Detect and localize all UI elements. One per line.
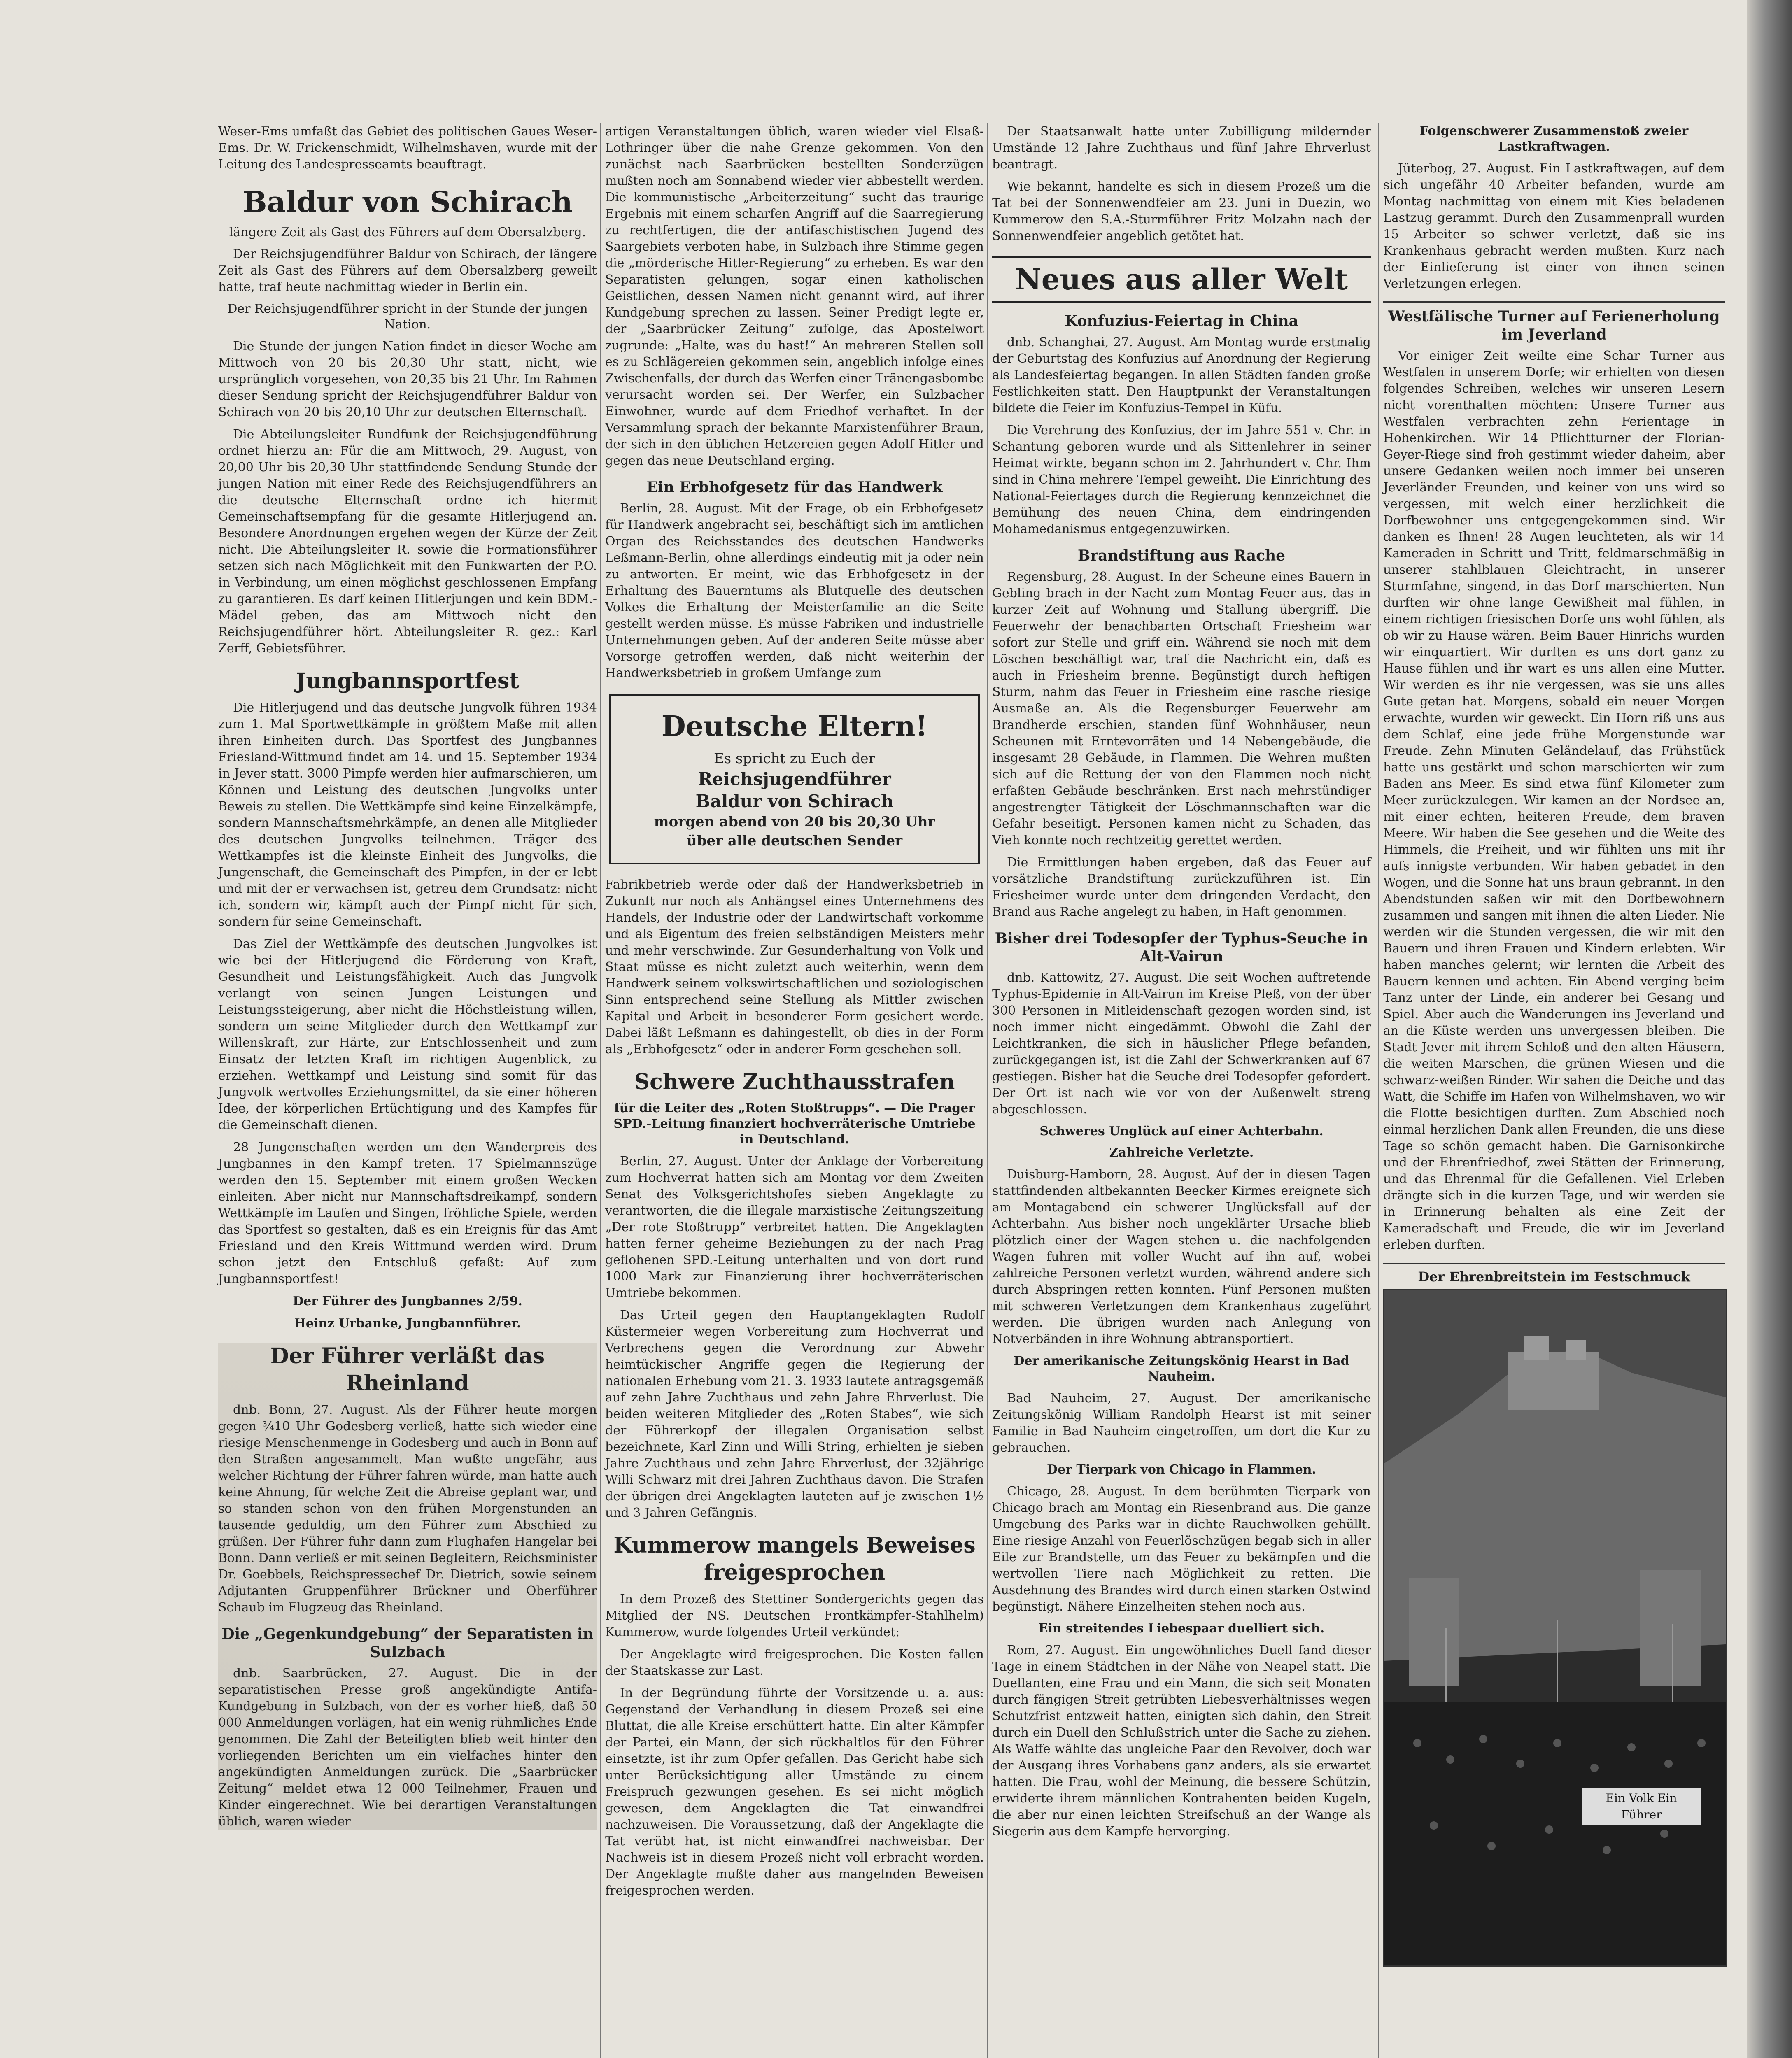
article-paragraph: Das Ziel der Wettkämpfe des deutschen Jungvolkes ist wie bei der Hitlerjugend die Förderung von Kraft, Gesundheit und Leistungsfähigkeit. Auch das Jungvolk verlangt von seinen Jungen Leistungen und Leistungssteigerung, aber nicht die Höchstleistung willen, sondern um seine Mitglieder durch den Wettkampf zur Willenskraft, zur Härte, zur Entschlossenheit und zum Einsatz der letzten Kraft im richtigen Augenblick, zu erziehen. Wettkampf und Leistung sind somit für das Jungvolk wertvolles Erziehungsmittel, da sie einer höheren Idee, der körperlichen Ertüchtigung und des Kampfes für die Gemeinschaft dienen. <box>218 937 597 1132</box>
headline-kummerow: Kummerow mangels Beweises freigesprochen <box>613 1533 976 1585</box>
article-paragraph: Berlin, 27. August. Unter der Anklage der Vorbereitung zum Hochverrat hatten sich am Montag vor dem Zweiten Senat des Volksgerichtshofes sieben Angeklagte zu verantworten, die die illegale marxistische Zeitungszeitung „Der rote Stoßtrupp“ verbreitet hatten. Die Angeklagten hatten ferner geheime Beziehungen zu der nach Prag geflohenen SPD.-Leitung unterhalten und von dort rund 1000 Mark zur Finanzierung ihrer hochverräterischen Umtriebe bekommen. <box>605 1154 984 1300</box>
article-paragraph: Der Staatsanwalt hatte unter Zubilligung mildernder Umstände 12 Jahre Zuchthaus und fünf Jahre Ehrverlust beantragt. <box>992 124 1371 172</box>
intro-paragraph: Weser-Ems umfaßt das Gebiet des politischen Gaues Weser-Ems. Dr. W. Frickenschmidt, Wilhelmshaven, wurde mit der Leitung des Landespresseamts beauftragt. <box>218 124 597 172</box>
headline-typhus: Bisher drei Todesopfer der Typhus-Seuche in Alt-Vairun <box>995 930 1368 965</box>
article-paragraph: Chicago, 28. August. In dem berühmten Tierpark von Chicago brach am Montag ein Riesenbrand aus. Die ganze Umgebung des Parks war in dichte Rauchwolken gehüllt. Eine riesige Anzahl von Feuerlöschzügen begab sich in aller Eile zur Brandstelle, um das Feuer zu bekämpfen und die wertvollen Tiere nach Möglichkeit zu retten. Die Ausdehnung des Brandes wird durch einen starken Ostwind begünstigt. Nähere Einzelheiten stehen noch aus. <box>992 1484 1371 1614</box>
headline-schirach: Baldur von Schirach <box>242 185 573 219</box>
signature-line: Heinz Urbanke, Jungbannführer. <box>294 1316 521 1331</box>
article-paragraph: dnb. Schanghai, 27. August. Am Montag wurde erstmalig der Geburtstag des Konfuzius auf Anordnung der Regierung als Landesfeiertag begangen. In allen Städten fanden große Festlichkeiten statt. Den Hauptpunkt der Veranstaltungen bildete die Feier im Konfuzius-Tempel in Küfu. <box>992 335 1371 415</box>
article-paragraph: Regensburg, 28. August. In der Scheune eines Bauern in Gebling brach in der Nacht zum Montag Feuer aus, das in kurzer Zeit auf Wohnung und Stallung übergriff. Die Feuerwehr der benachbarten Ortschaft Friesheim war sofort zur Stelle und griff ein. Während sie noch mit dem Löschen beschäftigt war, traf die Nachricht ein, daß es auch in Friesheim brenne. Begünstigt durch heftigen Sturm, nahm das Feuer in Friesheim eine rasche riesige Ausmaße an. Als die Regensburger Feuerwehr am Brandherde erschien, standen fünf Wohnhäuser, neun Scheunen mit Erntevorräten und 14 Nebengebäude, die insgesamt 28 Gebäude, in Flammen. Die Wehren mußten sich auf die Rettung der von den Flammen noch nicht erfaßten Gebäude beschränken. Erst nach mehrstündiger angestrengter Tätigkeit der Löschmannschaften war die Gefahr beseitigt. Personen kamen nicht zu Schaden, das Vieh konnte noch rechtzeitig gerettet werden. <box>992 570 1371 847</box>
photo-banner-text: Ein Volk Ein Führer <box>1582 1788 1701 1825</box>
subheadline-zuchthaus: für die Leiter des „Roten Stoßtrupps“. — Die Prager SPD.-Leitung finanziert hochverräterische Umtriebe in Deutschland. <box>613 1101 976 1147</box>
article-paragraph: Der Angeklagte wird freigesprochen. Die Kosten fallen der Staatskasse zur Last. <box>605 1647 984 1678</box>
article-paragraph: dnb. Bonn, 27. August. Als der Führer heute morgen gegen ¾10 Uhr Godesberg verließ, hatte sich wieder eine riesige Menschenmenge in Godesberg und auch in Bonn auf den Straßen angesammelt. Man wußte ungefähr, aus welcher Richtung der Führer fahren würde, man hatte auch keine Ahnung, für welche Zeit die Abreise geplant war, und so standen schon von den frühen Morgenstunden an tausende geduldig, um den Führer zum Abschied zu grüßen. Der Führer fuhr dann zum Flughafen Hangelar bei Bonn. Dann verließ er mit seinen Begleitern, Reichsminister Dr. Goebbels, Reichspressechef Dr. Dietrich, sowie seinem Adjutanten Gruppenführer Brückner und Oberführer Schaub im Flugzeug das Rheinland. <box>218 1403 597 1615</box>
headline-duell: Ein streitendes Liebespaar duelliert sich. <box>1038 1621 1325 1636</box>
announcement-line: Baldur von Schirach <box>695 791 894 811</box>
headline-erbhofgesetz: Ein Erbhofgesetz für das Handwerk <box>646 479 943 496</box>
photo-caption: Der Ehrenbreitstein im Festschmuck <box>1383 1263 1725 1285</box>
column-2 <box>605 123 984 1905</box>
headline-achterbahn: Schweres Unglück auf einer Achterbahn. <box>1039 1124 1324 1138</box>
ehrenbreitstein-photo <box>1383 1289 1727 1967</box>
column-4 <box>1383 123 1725 1967</box>
article-paragraph: Der Reichsjugendführer Baldur von Schirach, der längere Zeit als Gast des Führers auf dem Obersalzberg geweilt hatte, traf heute nachmittag wieder in Berlin ein. <box>218 247 597 294</box>
article-paragraph: Rom, 27. August. Ein ungewöhnliches Duell fand dieser Tage in einem Städtchen in der Nähe von Neapel statt. Die Duellanten, eine Frau und ein Mann, die sich seit Monaten durch fängigen Streit getrübten Liebesverhältnisses wegen Schutzfrist entzweit hatten, einigten sich dahin, den Streit durch ein Duell den Schlußstrich unter die Sache zu ziehen. Als Waffe wählte das ungleiche Paar den Revolver, doch war der Ausgang ihres Vorhabens ganz anders, als sie erwartet hatten. Die Frau, wohl der Meinung, die bessere Schützin, erwiderte ihrem männlichen Kontrahenten beiden Kugeln, die aber nur einen leichten Streifschuß an der Wange als Siegerin aus dem Kampfe hervorging. <box>992 1643 1371 1839</box>
article-paragraph: Wie bekannt, handelte es sich in diesem Prozeß um die Tat bei der Sonnenwendfeier am 23. Juni in Duezin, wo Kummerow den S.A.-Sturmführer Fritz Molzahn nach der Sonnenwendfeier angeblich getötet hat. <box>992 179 1371 243</box>
article-paragraph: Die Stunde der jungen Nation findet in dieser Woche am Mittwoch von 20 bis 20,30 Uhr statt, nicht, wie ursprünglich vorgesehen, von 20,35 bis 21 Uhr. Im Rahmen dieser Sendung spricht der Reichsjugendführer Baldur von Schirach von 20 bis 20,10 Uhr zur deutschen Elternschaft. <box>218 339 597 419</box>
book-binding-edge <box>1747 0 1792 2058</box>
announcement-title: Deutsche Eltern! <box>661 710 928 743</box>
headline-hearst: Der amerikanische Zeitungskönig Hearst in Bad Nauheim. <box>1014 1354 1349 1384</box>
article-paragraph: Fabrikbetrieb werde oder daß der Handwerksbetrieb in Zukunft nur noch als Anhängsel eines Unternehmens des Handels, der Industrie oder der Landwirtschaft vorkomme und als Eigentum des freien selbständigen Meisters mehr und mehr verschwinde. Zur Gesunderhaltung von Volk und Staat müsse es nicht zuletzt auch weiterhin, wenn dem Handwerk seinem volkswirtschaftlichen und soziologischen Sinn entsprechend seine Stellung als Mittler zwischen Kapital und Arbeit in besonderer Form gesichert werde. Dabei läßt Leßmann es dahingestellt, ob dies in der Form als „Erbhofgesetz“ oder in anderer Form geschehen soll. <box>605 878 984 1057</box>
column-3 <box>992 123 1371 1846</box>
article-paragraph: artigen Veranstaltungen üblich, waren wieder viel Elsaß-Lothringer über die nahe Grenze gekommen. Von den zunächst nach Saarbrücken bestellten Sonderzügen mußten noch am Sonnabend wieder vier abbestellt werden. Die kommunistische „Arbeiterzeitung“ sucht das traurige Ergebnis mit einem scharfen Angriff auf die Saarregierung zu rechtfertigen, die der antifaschistischen Jugend des Saargebiets verboten habe, in Sulzbach ihre Stimme gegen die „mörderische Hitler-Regierung“ zu erheben. Es war den Separatisten gelungen, sogar einen katholischen Geistlichen, dessen Namen nicht genannt wird, auf ihrer Kundgebung sprechen zu lassen. Seiner Predigt legte er, der „Saarbrücker Zeitung“ zufolge, das Apostelwort zugrunde: „Halte, was du hast!“ An mehreren Stellen soll es zu Schlägereien gekommen sein, angeblich infolge eines Zwischenfalls, der durch das Werfen einer Tränengasbombe verursacht worden sei. Der Werfer, ein Sulzbacher Einwohner, wurde auf dem Friedhof verhaftet. In der Versammlung sprach der bekannte Marxistenführer Braun, der sich in den üblichen Hetzereien gegen Adolf Hitler und gegen das neue Deutschland erging. <box>605 124 984 468</box>
article-paragraph: dnb. Saarbrücken, 27. August. Die in der separatistischen Presse groß angekündigte Antifa-Kundgebung in Sulzbach, von der es vorher hieß, daß 50 000 Anmeldungen vorlägen, hat ein wenig rühmliches Ende genommen. Die Zahl der Beteiligten blieb weit hinter den vorliegenden Berichten um ein vielfaches hinter den angekündigten Anmeldungen zurück. Die „Saarbrücker Zeitung“ meldet etwa 12 000 Teilnehmer, Frauen und Kinder eingerechnet. Wie bei derartigen Veranstaltungen üblich, waren wieder <box>218 1666 597 1829</box>
subheadline-achterbahn: Zahlreiche Verletzte. <box>1109 1145 1254 1160</box>
headline-brandstiftung: Brandstiftung aus Rache <box>1077 547 1286 564</box>
announcement-line: morgen abend von 20 bis 20,30 Uhr <box>654 814 935 830</box>
article-paragraph: Bad Nauheim, 27. August. Der amerikanische Zeitungskönig William Randolph Hearst ist mit seiner Familie in Bad Nauheim eingetroffen, um dort die Kur zu gebrauchen. <box>992 1391 1371 1455</box>
article-paragraph: In der Begründung führte der Vorsitzende u. a. aus: Gegenstand der Verhandlung in diesem Prozeß sei eine Bluttat, die alle Kreise erschüttert hatte. Ein alter Kämpfer der Partei, ein Mann, der sich rückhaltlos für den Führer einsetzte, ist ihr zum Opfer gefallen. Das Gericht habe sich unter Berücksichtigung aller Umstände zu einem Freispruch gezwungen gesehen. Es sei nicht möglich gewesen, dem Angeklagten die Tat einwandfrei nachzuweisen. Die Voraussetzung, daß der Angeklagte die Tat verübt hat, ist nicht einwandfrei nachweisbar. Der Nachweis ist in diesem Prozeß nicht voll erbracht worden. Der Angeklagte mußte daher aus mangelnden Beweisen freigesprochen werden. <box>605 1686 984 1898</box>
article-paragraph: dnb. Kattowitz, 27. August. Die seit Wochen auftretende Typhus-Epidemie in Alt-Vairun im Kreise Pleß, von der über 300 Personen in Mitleidenschaft gezogen worden sind, ist noch immer nicht eingedämmt. Obwohl die Zahl der Leichtkranken, die sich in häuslicher Pflege befanden, zurückgegangen ist, ist die Zahl der Schwerkranken auf 67 gestiegen. Bisher hat die Seuche drei Todesopfer gefordert. Der Ort ist nach wie vor von der Außenwelt streng abgeschlossen. <box>992 971 1371 1117</box>
announcement-line: Reichsjugendführer <box>698 769 891 789</box>
article-paragraph: Das Urteil gegen den Hauptangeklagten Rudolf Küstermeier wegen Vorbereitung zum Hochverrat und Verbrechens gegen die Verordnung zur Abwehr heimtückischer Angriffe gegen die Regierung der nationalen Erhebung vom 21. 3. 1933 lautete antragsgemäß auf zehn Jahre Zuchthaus und zehn Jahre Ehrverlust. Die beiden weiteren Mitglieder des „Roten Stabes“, wie sich der Führerkopf der illegalen Organisation selbst bezeichnete, Karl Zinn und Willi String, erhielten je sieben Jahre Zuchthaus und zehn Jahre Ehrverlust, der 32jährige Willi Schwarz mit drei Jahren Zuchthaus davon. Die Strafen der übrigen drei Angeklagten lauteten auf je zwischen 1½ und 3 Jahren Gefängnis. <box>605 1308 984 1520</box>
column-rule <box>1378 123 1379 2058</box>
headline-konfuzius: Konfuzius-Feiertag in China <box>1065 312 1298 330</box>
article-paragraph: Berlin, 28. August. Mit der Frage, ob ein Erbhofgesetz für Handwerk angebracht sei, beschäftigt sich im amtlichen Organ des Reichsstandes des deutschen Handwerks Leßmann-Berlin, ohne allerdings eindeutig mit ja oder nein zu antworten. Er meint, wie das Erbhofgesetz in der Erhaltung des Bauerntums als Blutquelle des deutschen Volkes die Erhaltung der Meisterfamilie an die Seite gestellt werden müsse. Es müsse Fabriken und industrielle Unternehmungen geben. Auf der anderen Seite müsse aber Vorsorge getroffen werden, daß nicht weiterhin der Handwerksbetrieb in großem Umfange zum <box>605 501 984 680</box>
article-paragraph: Vor einiger Zeit weilte eine Schar Turner aus Westfalen in unserem Dorfe; wir erhielten von diesen folgendes Schreiben, welches wir unseren Lesern nicht vorenthalten möchten: Unsere Turner aus Westfalen verbrachten zehn Ferientage in Hohenkirchen. Wir 14 Pflichtturner der Florian-Geyer-Riege sind froh gestimmt wieder daheim, aber unsere Gedanken weilen noch immer bei unseren Jeverländer Freunden, und keiner von uns wird so vergessen, mit welch einer herzlichkeit die Dorfbewohner uns entgegengekommen sind. Wir danken es Ihnen! 28 Augen leuchteten, als wir 14 Kameraden in Schritt und Tritt, feldmarschmäßig in unserer stahlblauen Gleichtracht, in unserer Sturmfahne, singend, in das Dorf marschierten. Nun durften wir ohne lange Gewißheit mal fühlen, in einem richtigen friesischen Dorfe uns wohl fühlen, als ob wir zu Hause wären. Beim Bauer Hinrichs wurden wir einquartiert. Wir durften es uns dort ganz zu Hause fühlen und ihr wart es uns allen eine Mutter. Wir werden es ihr nie vergessen, was sie uns alles Gute getan hat. Morgens, sobald ein neuer Morgen erwachte, wurden wir geweckt. Ein Horn riß uns aus dem Schlaf, eine jede frühe Morgenstunde war Freude. Zehn Minuten Geländelauf, das Frühstück hatte uns gestärkt und schon marschierten wir zum Baden ans Meer. Es sind etwa fünf Kilometer zum Meer zurückzulegen. Wir kamen an der Nordsee an, mit einer echten, heiteren Freude, dem braven Meere. Wir haben die See gesehen und die Weite des Himmels, die Freiheit, und wir fühlten uns mit ihr aufs innigste verbunden. Wir haben gebadet in den Wogen, und die Sonne hat uns braun gebrannt. In den Abendstunden saßen wir mit den Dorfbewohnern zusammen und sangen mit ihnen die alten Lieder. Nie werden wir die Stunden vergessen, die wir mit den Bauern und ihren Frauen und Kindern erlebten. Wir haben manches gelernt; wir lernten die Arbeit des Bauern kennen und achten. Ein Abend verging beim Tanz unter der Linde, ein anderer bei Gesang und Spiel. Aber auch die Wanderungen ins Jeverland und an die Küste werden uns unvergessen bleiben. Die Stadt Jever mit ihrem Schloß und den alten Häusern, die weiten Marschen, die grünen Wiesen und die schwarz-weißen Rinder. Wir sahen die Deiche und das Watt, die Schiffe im Hafen von Wilhelmshaven, wo wir die Flotte besichtigen durften. Zum Abschied noch einmal herzlichen Dank allen Freunden, die uns diese Tage so schön gemacht haben. Die Garnisonkirche und der Ehrenfriedhof, zwei Stätten der Erinnerung, und das Ehrenmal für die Gefallenen. Viel Erleben drängte sich in die kurzen Tage, und wir werden sie in Erinnerung behalten als eine Zeit der Kameradschaft und Freude, die wir im Jeverland erleben durften. <box>1383 349 1725 1252</box>
headline-chicago: Der Tierpark von Chicago in Flammen. <box>1047 1462 1316 1477</box>
headline-lastkraftwagen: Folgenschwerer Zusammenstoß zweier Lastkraftwagen. <box>1419 124 1689 154</box>
announcement-line: Es spricht zu Euch der <box>713 750 876 767</box>
column-1 <box>218 123 597 1836</box>
column-rule <box>600 123 601 2058</box>
article-paragraph: Die Ermittlungen haben ergeben, daß das Feuer auf vorsätzliche Brandstiftung zurückzuführen ist. Ein Friesheimer wurde unter dem dringenden Verdacht, den Brand aus Rache angelegt zu haben, in Haft genommen. <box>992 855 1371 919</box>
article-paragraph: 28 Jungenschaften werden um den Wanderpreis des Jungbannes in den Kampf treten. 17 Spielmannszüge werden den 15. September mit einem großen Wecken einleiten. Aber nicht nur Mannschaftsdreikampf, sondern Wettkämpfe im Laufen und Singen, fröhliche Spiele, werden das Sportfest so gestalten, daß es ein Ereignis für das Amt Friesland und den Kreis Wittmund werden wird. Drum schon jetzt den Entschluß gefaßt: Auf zum Jungbannsportfest! <box>218 1140 597 1286</box>
headline-turner: Westfälische Turner auf Ferienerholung im Jeverland <box>1383 301 1725 344</box>
headline-zuchthaus: Schwere Zuchthausstrafen <box>634 1069 955 1094</box>
column-rule <box>987 123 988 2058</box>
signature-line: Der Führer des Jungbannes 2/59. <box>293 1294 522 1308</box>
subheadline-stunde: Der Reichsjugendführer spricht in der Stunde der jungen Nation. <box>227 302 588 332</box>
section-header-welt: Neues aus aller Welt <box>992 256 1371 303</box>
article-paragraph: Die Verehrung des Konfuzius, der im Jahre 551 v. Chr. in Schantung geboren wurde und als Sittenlehrer in seiner Heimat wirkte, begann schon im 2. Jahrhundert v. Chr. Ihm sind in China mehrere Tempel geweiht. Die Einrichtung des National-Feiertages durch die Regierung kennzeichnet die Bemühung des neuen China, dem eindringenden Mohamedanismus entgegenzuwirken. <box>992 423 1371 536</box>
headline-separatisten: Die „Gegenkundgebung“ der Separatisten in Sulzbach <box>221 1625 594 1661</box>
headline-rheinland: Der Führer verläßt das Rheinland <box>270 1343 545 1396</box>
article-paragraph: In dem Prozeß des Stettiner Sondergerichts gegen das Mitglied der NS. Deutschen Frontkämpfer-Stahlhelm) Kummerow, wurde folgendes Urteil verkündet: <box>605 1592 984 1639</box>
subheadline-schirach: längere Zeit als Gast des Führers auf dem Obersalzberg. <box>229 225 586 240</box>
article-paragraph: Jüterbog, 27. August. Ein Lastkraftwagen, auf dem sich ungefähr 40 Arbeiter befanden, wurde am Montag nachmittag von einem mit Kies beladenen Lastzug gerammt. Durch den Zusammenprall wurden 15 Arbeiter so schwer verletzt, daß sie ins Krankenhaus gebracht werden mußten. Kurz nach der Einlieferung ist einer von ihnen seinen Verletzungen erlegen. <box>1383 161 1725 291</box>
announcement-line: über alle deutschen Sender <box>686 833 902 849</box>
photo-illustration <box>1384 1290 1726 1965</box>
article-paragraph: Die Hitlerjugend und das deutsche Jungvolk führen 1934 zum 1. Mal Sportwettkämpfe in größtem Maße mit allen ihren Einheiten durch. Das Sportfest des Jungbannes Friesland-Wittmund findet am 14. und 15. September 1934 in Jever statt. 3000 Pimpfe werden hier aufmarschieren, um Können und Leistung des deutschen Jungvolks unter Beweis zu stellen. Die Wettkämpfe sind keine Einzelkämpfe, sondern Mannschaftsmehrkämpfe, an denen alle Mitglieder des deutschen Jungvolks teilnehmen. Träger des Wettkampfes ist die kleinste Einheit des Jungvolks, die Jungenschaft, die Gemeinschaft des Pimpfen, in der er lebt und mit der er verwachsen ist, getreu dem Grundsatz: nicht ich, sondern wir, kämpft auch der Pimpf nicht für sich, sondern für seine Gemeinschaft. <box>218 701 597 929</box>
headline-sportfest: Jungbannsportfest <box>296 668 520 694</box>
article-paragraph: Die Abteilungsleiter Rundfunk der Reichsjugendführung ordnet hierzu an: Für die am Mittwoch, 29. August, von 20,00 Uhr bis 20,30 Uhr stattfindende Sendung Stunde der jungen Nation mit einer Rede des Reichsjugendführers an die deutsche Elternschaft ordne ich hiermit Gemeinschaftsempfang für die gesamte Hitlerjugend an. Besondere Anordnungen ergehen wegen der Kürze der Zeit nicht. Die Abteilungsleiter R. sowie die Formationsführer setzen sich nach Möglichkeit mit den Funkwarten der P.O. in Verbindung, um einen möglichst geschlossenen Empfang zu garantieren. Es darf keinen Hitlerjungen und kein BDM.-Mädel geben, das am Mittwoch nicht den Reichsjugendführer hört. Abteilungsleiter R. gez.: Karl Zerff, Gebietsführer. <box>218 427 597 656</box>
announcement-box <box>609 694 980 864</box>
article-paragraph: Duisburg-Hamborn, 28. August. Auf der in diesen Tagen stattfindenden altbekannten Beecker Kirmes ereignete sich am Montagabend ein schwerer Unglücksfall auf der Achterbahn. Aus bisher noch ungeklärter Ursache blieb plötzlich einer der Wagen stehen u. die nachfolgenden Wagen fuhren mit voller Wucht auf ihn auf, wobei zahlreiche Personen verletzt wurden, während andere sich durch Abspringen retten konnten. Fünf Personen mußten mit schweren Verletzungen dem Krankenhaus zugeführt werden. Die übrigen wurden nach Anlegung von Notverbänden in ihre Wohnung abtransportiert. <box>992 1167 1371 1346</box>
